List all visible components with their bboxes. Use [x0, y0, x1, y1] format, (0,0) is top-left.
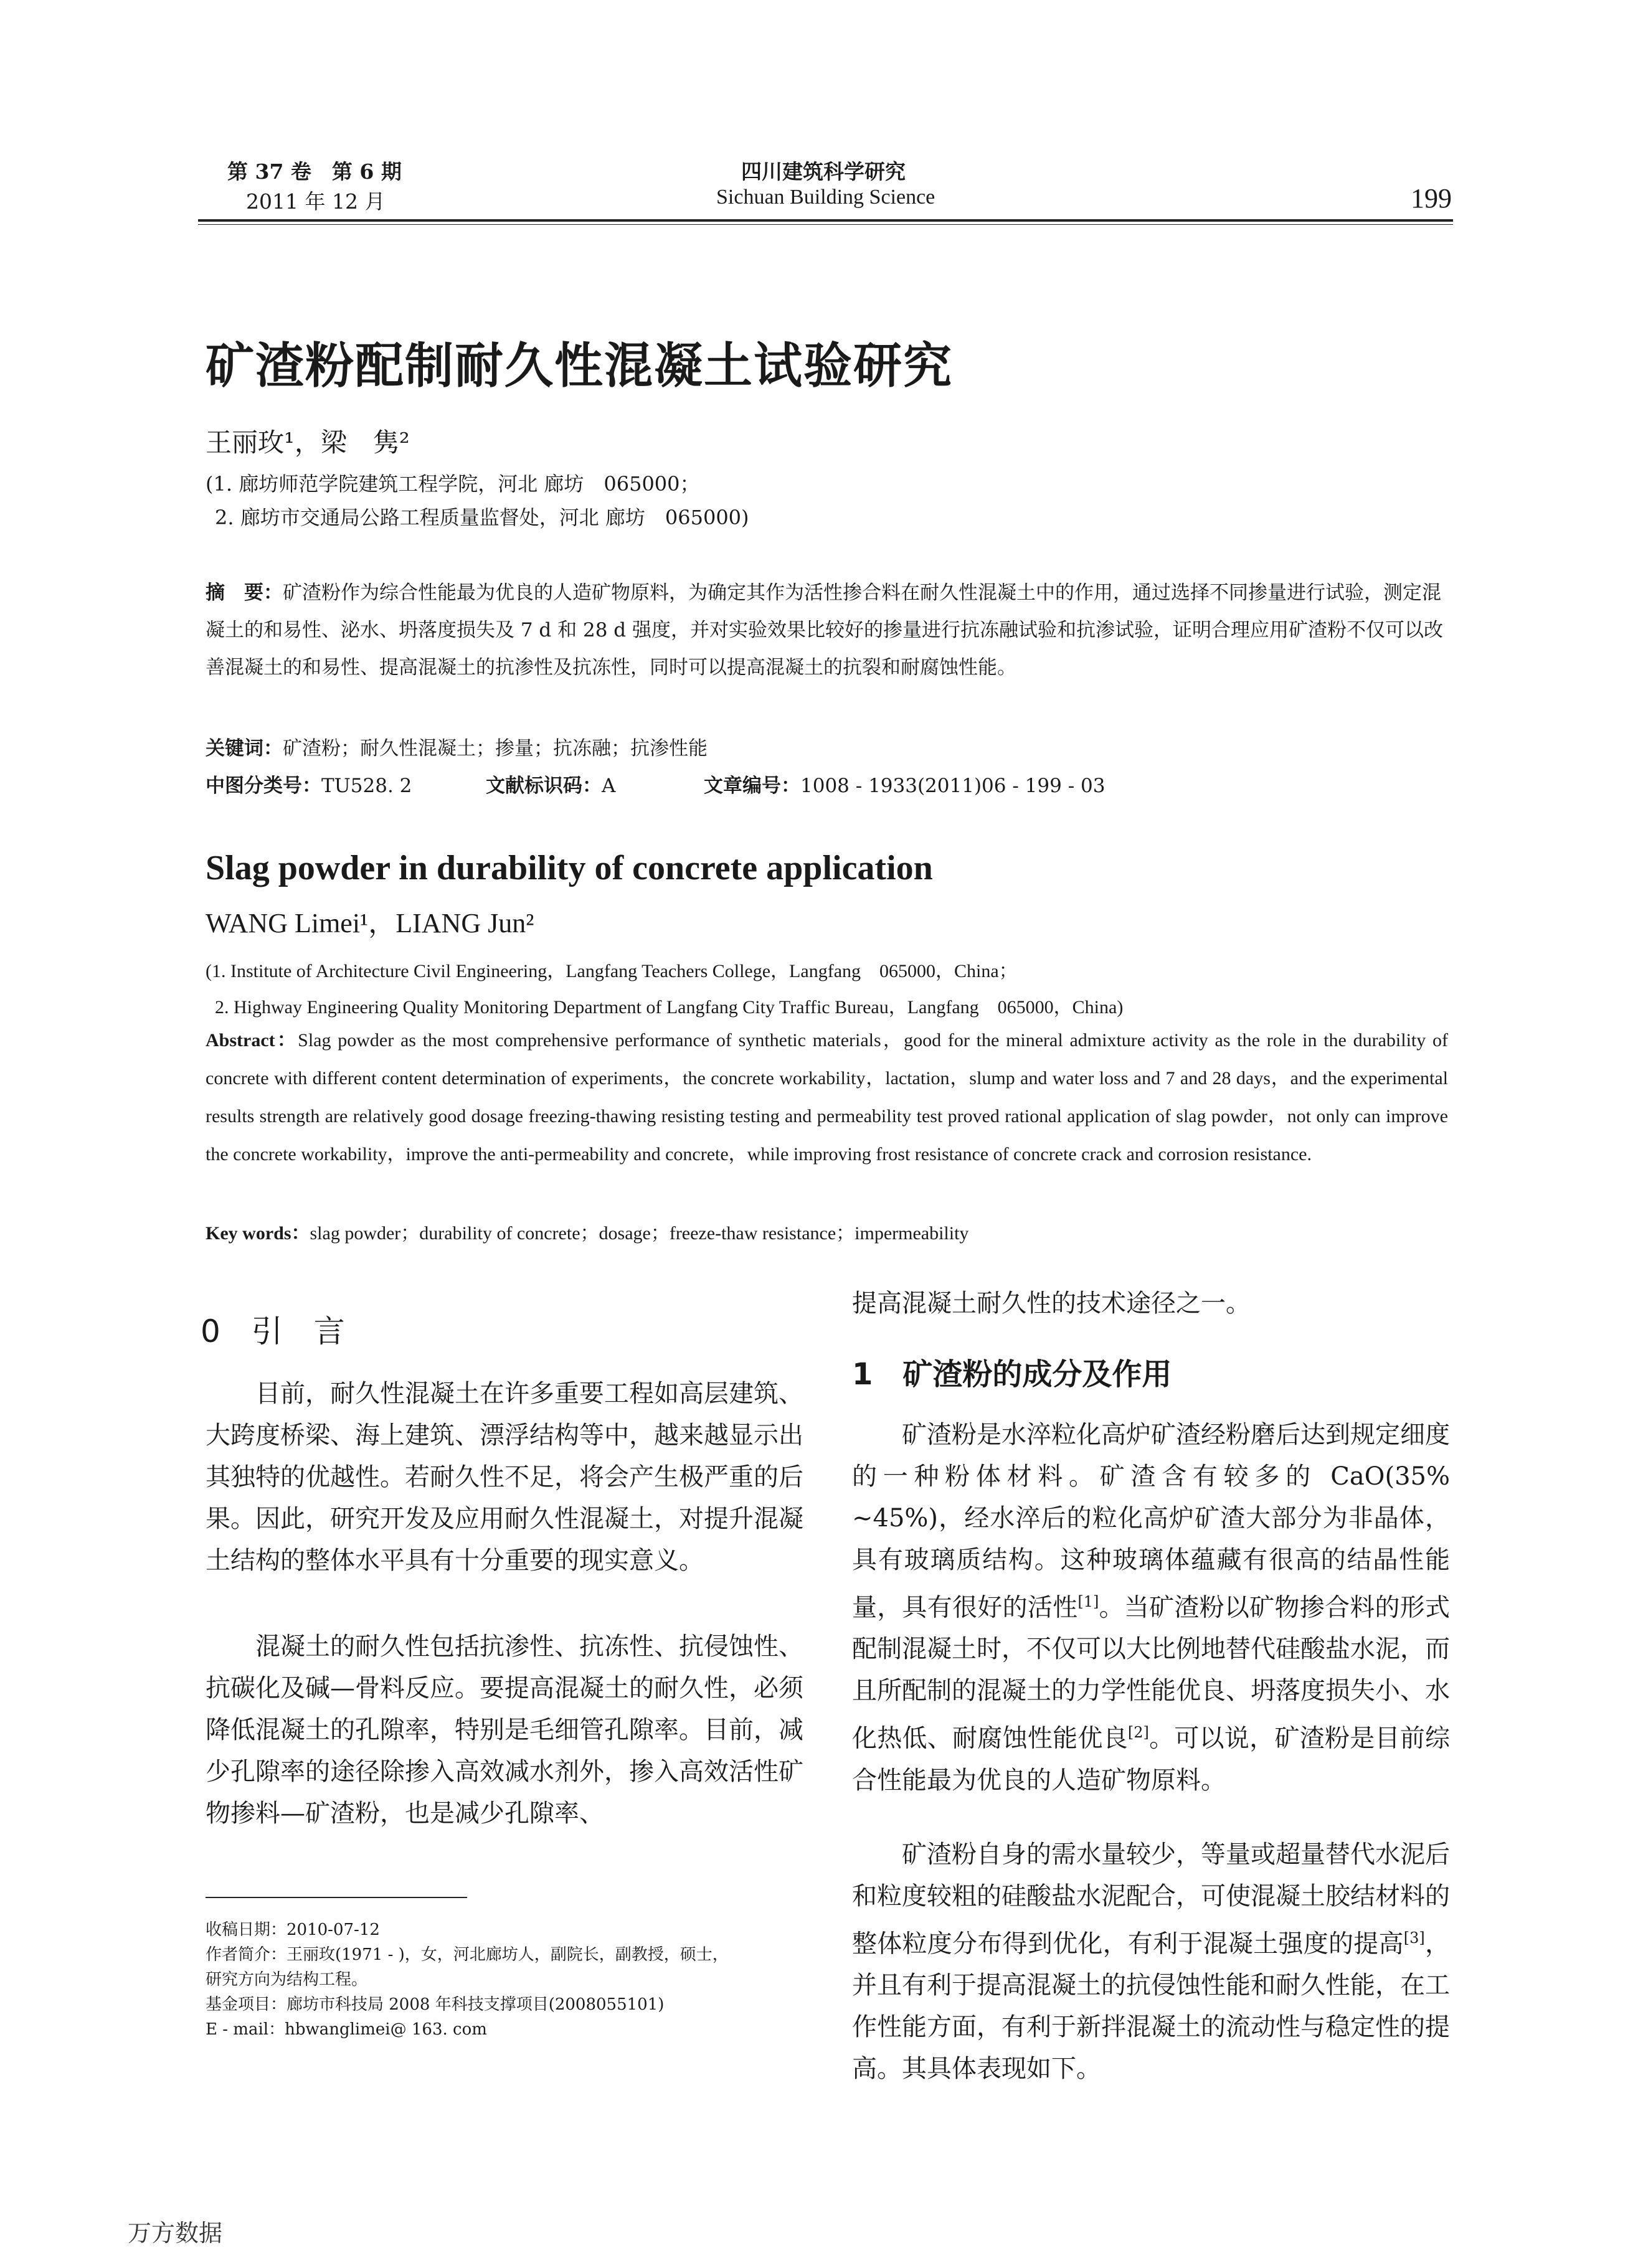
citation-3: [3] — [1403, 1929, 1425, 1947]
abstract-en-label: Abstract： — [206, 1030, 298, 1051]
authors-en: WANG Limei¹，LIANG Jun² — [206, 908, 534, 938]
section-1-p1-c: 。可以说，矿渣粉是目前综合性能最为优良的人造矿物原料。 — [852, 1724, 1451, 1795]
keywords-en-text: slag powder；durability of concrete；dosage；freeze-thaw resistance；impermeability — [310, 1223, 969, 1244]
footnote-received: 收稿日期：2010-07-12 — [206, 1921, 380, 1939]
article-title-cn: 矿渣粉配制耐久性混凝土试验研究 — [206, 338, 954, 394]
section-1-p1-b: 。当矿渣粉以矿物掺合料的形式配制混凝土时，不仅可以大比例地替代硅酸盐水泥，而且所配制的混凝土的力学性能优良、坍落度损失小、水化热低、耐腐蚀性能优良 — [852, 1593, 1451, 1753]
journal-name-en: Sichuan Building Science — [716, 186, 935, 209]
clc-value: TU528. 2 — [321, 775, 412, 797]
section-1-paragraph-2 — [852, 1834, 1450, 2090]
issue-date: 2011 年 12 月 — [246, 189, 386, 214]
section-0-paragraph-1: 目前，耐久性混凝土在许多重要工程如高层建筑、大跨度桥梁、海上建筑、漂浮结构等中，越来越显示出其独特的优越性。若耐久性不足，将会产生极严重的后果。因此，研究开发及应用耐久性混凝土，对提升混凝土结构的整体水平具有十分重要的现实意义。 — [206, 1379, 803, 1575]
section-1-heading: 1 矿渣粉的成分及作用 — [852, 1357, 1172, 1392]
affiliation-cn-1: (1. 廊坊师范学院建筑工程学院，河北 廊坊 065000； — [206, 472, 700, 496]
article-number-label: 文章编号： — [704, 775, 800, 797]
document-code-label: 文献标识码： — [486, 775, 602, 797]
footnote-author-bio-2: 研究方向为结构工程。 — [206, 1970, 368, 1989]
keywords-cn-text: 矿渣粉；耐久性混凝土；掺量；抗冻融；抗渗性能 — [283, 737, 708, 760]
footnote-fund: 基金项目：廊坊市科技局 2008 年科技支撑项目(2008055101) — [206, 1995, 665, 2014]
watermark-text: 万方数据 — [128, 2219, 223, 2247]
article-number — [704, 770, 1105, 798]
clc-label: 中图分类号： — [206, 775, 321, 797]
section-0-heading: 0 引 言 — [201, 1313, 345, 1349]
affiliation-en-2: 2. Highway Engineering Quality Monitoring Department of Langfang City Traffic Bureau，Langfang 065000，China) — [215, 997, 1124, 1018]
keywords-en-label: Key words： — [206, 1223, 310, 1244]
section-1-p2-b: ，并且有利于提高混凝土的抗侵蚀性能和耐久性能，在工作性能方面，有利于新拌混凝土的流动性与稳定性的提高。其具体表现如下。 — [852, 1929, 1451, 2084]
clc-number — [206, 770, 412, 798]
section-1-paragraph-1 — [852, 1414, 1450, 1802]
abstract-en — [206, 1021, 1448, 1173]
affiliation-en-1: (1. Institute of Architecture Civil Engineering，Langfang Teachers College，Langfang 065000，China； — [206, 961, 1018, 981]
section-0-paragraph-2: 混凝土的耐久性包括抗渗性、抗冻性、抗侵蚀性、抗碳化及碱—骨料反应。要提高混凝土的耐久性，必须降低混凝土的孔隙率，特别是毛细管孔隙率。目前，减少孔隙率的途径除掺入高效减水剂外，掺入高效活性矿物掺料—矿渣粉，也是减少孔隙率、 — [206, 1632, 803, 1828]
document-code-value: A — [602, 775, 616, 797]
keywords-en — [206, 1217, 968, 1245]
authors-cn: 王丽玫¹，梁 隽² — [206, 427, 410, 458]
abstract-en-text: Slag powder as the most comprehensive performance of synthetic materials，good for the mineral admixture activity as the role in the durability of concrete with different content determination of experiments，the concrete workability，lactation，slump and water loss and 7 and 28 days，and the experimental results strength are relatively good dosage freezing-thawing resisting testing and permeability test proved rational application of slag powder，not only can improve the concrete workability，improve the anti-permeability and concrete，while improving frost resistance of concrete crack and corrosion resistance. — [206, 1030, 1448, 1165]
citation-2: [2] — [1127, 1724, 1149, 1742]
journal-name-cn: 四川建筑科学研究 — [741, 159, 906, 184]
volume-issue: 第 37 卷 第 6 期 — [227, 159, 402, 184]
header-rule — [198, 219, 1453, 222]
abstract-cn — [206, 574, 1447, 686]
document-code — [486, 770, 615, 798]
footnote-rule — [206, 1897, 467, 1898]
page-number: 199 — [1411, 183, 1452, 214]
keywords-cn-label: 关键词： — [206, 737, 283, 760]
footnote-email: E - mail：hbwanglimei@ 163. com — [206, 2020, 487, 2039]
footnote-author-bio-1: 作者简介：王丽玫(1971 - )，女，河北廊坊人，副院长，副教授，硕士， — [206, 1945, 729, 1964]
article-number-value: 1008 - 1933(2011)06 - 199 - 03 — [800, 775, 1106, 797]
citation-1: [1] — [1077, 1593, 1099, 1610]
section-1-p1-a: 矿渣粉是水淬粒化高炉矿渣经粉磨后达到规定细度的一种粉体材料。矿渣含有较多的 CaO(35% ~45%)，经水淬后的粒化高炉矿渣大部分为非晶体，具有玻璃质结构。这种玻璃体蕴藏有很高的结晶性能量，具有很好的活性 — [852, 1420, 1450, 1622]
section-1-p2-a: 矿渣粉自身的需水量较少，等量或超量替代水泥后和粒度较粗的硅酸盐水泥配合，可使混凝土胶结材料的整体粒度分布得到优化，有利于混凝土强度的提高 — [852, 1840, 1450, 1959]
header-rule-thin — [198, 224, 1453, 225]
abstract-cn-label: 摘 要： — [206, 582, 283, 604]
article-title-en: Slag powder in durability of concrete application — [206, 849, 933, 887]
affiliation-cn-2: 2. 廊坊市交通局公路工程质量监督处，河北 廊坊 065000) — [215, 506, 749, 529]
abstract-cn-text: 矿渣粉作为综合性能最为优良的人造矿物原料，为确定其作为活性掺合料在耐久性混凝土中的作用，通过选择不同掺量进行试验，测定混凝土的和易性、泌水、坍落度损失及 7 d 和 28 d 强度，并对实验效果比较好的掺量进行抗冻融试验和抗渗试验，证明合理应用矿渣粉不仅可以改善混凝土的和易性、提高混凝土的抗渗性及抗冻性，同时可以提高混凝土的抗裂和耐腐蚀性能。 — [206, 582, 1443, 679]
section-0-continuation: 提高混凝土耐久性的技术途径之一。 — [852, 1289, 1251, 1318]
keywords-cn — [206, 732, 708, 760]
